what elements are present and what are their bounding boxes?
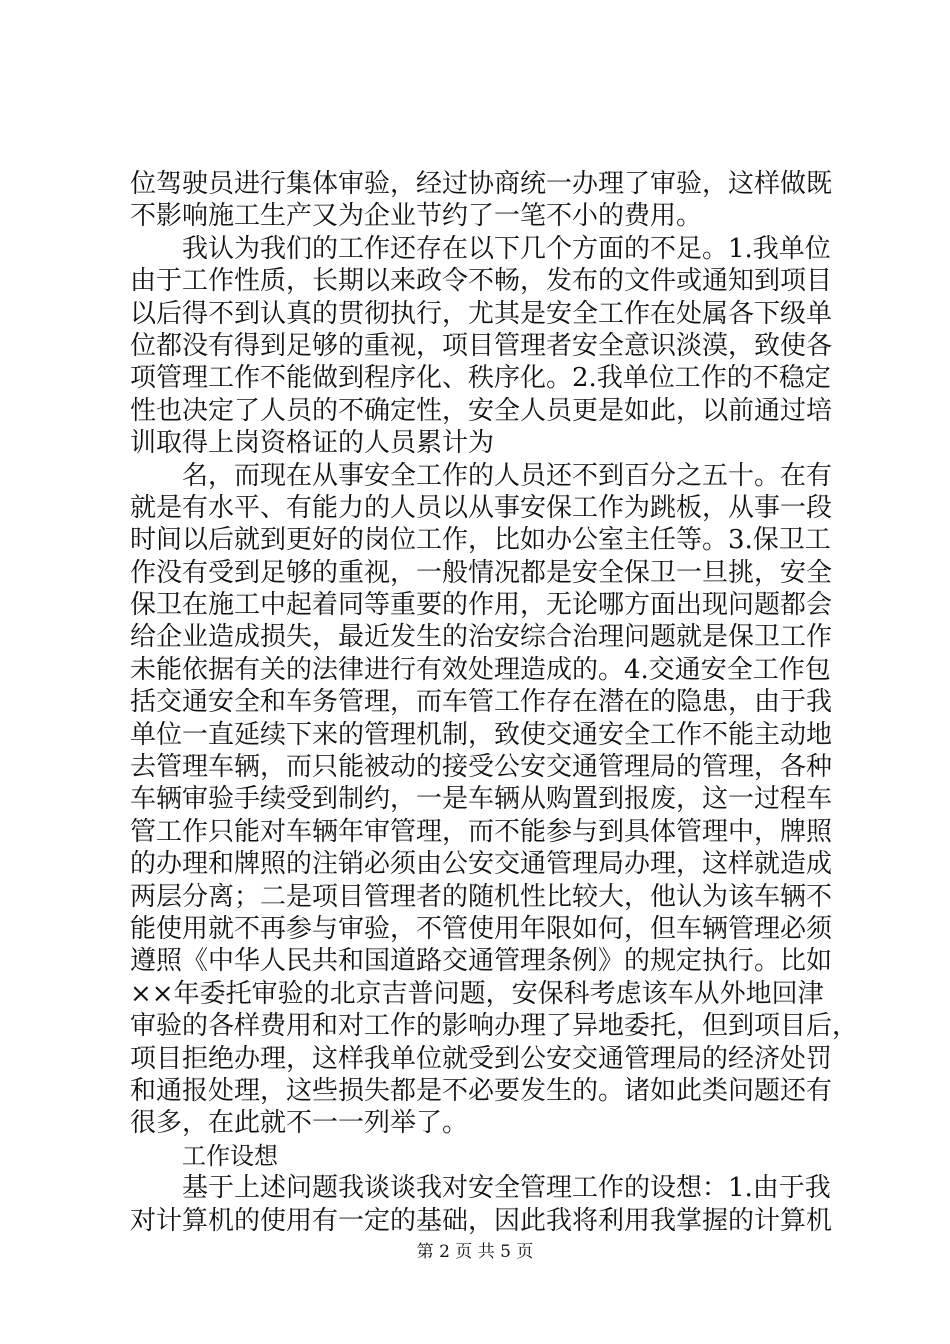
text-line: 不影响施工生产又为企业节约了一笔不小的费用。	[130, 201, 703, 232]
text-line: 训取得上岗资格证的人员累计为	[130, 428, 495, 459]
text-line: 时间以后就到更好的岗位工作，比如办公室主任等。3.保卫工	[130, 525, 831, 556]
page-footer: 第 2 页 共 5 页	[416, 1242, 534, 1262]
text-line: 审验的各样费用和对工作的影响办理了异地委托，但到项目后，	[130, 1011, 859, 1042]
text-line: 遵照《中华人民共和国道路交通管理条例》的规定执行。比如	[130, 946, 833, 977]
text-line: 给企业造成损失，最近发生的治安综合治理问题就是保卫工作	[130, 622, 833, 653]
text-line: ××年委托审验的北京吉普问题，安保科考虑该车从外地回津	[130, 978, 824, 1009]
text-line: 去管理车辆，而只能被动的接受公安交通管理局的管理，各种	[130, 752, 833, 783]
text-line: 两层分离；二是项目管理者的随机性比较大，他认为该车辆不	[130, 881, 833, 912]
text-line: 很多，在此就不一一列举了。	[130, 1108, 469, 1139]
text-line: 能使用就不再参与审验，不管使用年限如何，但车辆管理必须	[130, 913, 833, 944]
text-line: 我认为我们的工作还存在以下几个方面的不足。1.我单位	[182, 233, 831, 264]
text-line: 作没有受到足够的重视，一般情况都是安全保卫一旦挑，安全	[130, 557, 833, 588]
text-line: 由于工作性质，长期以来政令不畅，发布的文件或通知到项目	[130, 266, 833, 297]
text-line: 名，而现在从事安全工作的人员还不到百分之五十。在有	[182, 460, 833, 491]
text-line: 项管理工作不能做到程序化、秩序化。2.我单位工作的不稳定	[130, 363, 831, 394]
text-line: 未能依据有关的法律进行有效处理造成的。4.交通安全工作包	[130, 654, 831, 685]
text-line: 基于上述问题我谈谈我对安全管理工作的设想：1.由于我	[182, 1173, 831, 1204]
text-line: 以后得不到认真的贯彻执行，尤其是安全工作在处属各下级单	[130, 298, 833, 329]
text-line: 和通报处理，这些损失都是不必要发生的。诸如此类问题还有	[130, 1075, 833, 1106]
text-line: 单位一直延续下来的管理机制，致使交通安全工作不能主动地	[130, 719, 833, 750]
text-line: 位都没有得到足够的重视，项目管理者安全意识淡漠，致使各	[130, 330, 833, 361]
text-line: 对计算机的使用有一定的基础，因此我将利用我掌握的计算机	[130, 1205, 833, 1236]
text-line: 项目拒绝办理，这样我单位就受到公安交通管理局的经济处罚	[130, 1043, 833, 1074]
document-body	[130, 168, 859, 1237]
text-line: 就是有水平、有能力的人员以从事安保工作为跳板，从事一段	[130, 492, 833, 523]
text-line: 括交通安全和车务管理，而车管工作存在潜在的隐患，由于我	[130, 687, 833, 718]
text-line: 的办理和牌照的注销必须由公安交通管理局办理，这样就造成	[130, 849, 833, 880]
text-line: 保卫在施工中起着同等重要的作用，无论哪方面出现问题都会	[130, 590, 833, 621]
text-line: 位驾驶员进行集体审验，经过协商统一办理了审验，这样做既	[130, 169, 833, 199]
text-line: 管工作只能对车辆年审管理，而不能参与到具体管理中，牌照	[130, 816, 833, 847]
text-line: 车辆审验手续受到制约，一是车辆从购置到报废，这一过程车	[130, 784, 833, 815]
text-line: 性也决定了人员的不确定性，安全人员更是如此，以前通过培	[130, 395, 833, 426]
section-heading: 工作设想	[182, 1141, 278, 1170]
